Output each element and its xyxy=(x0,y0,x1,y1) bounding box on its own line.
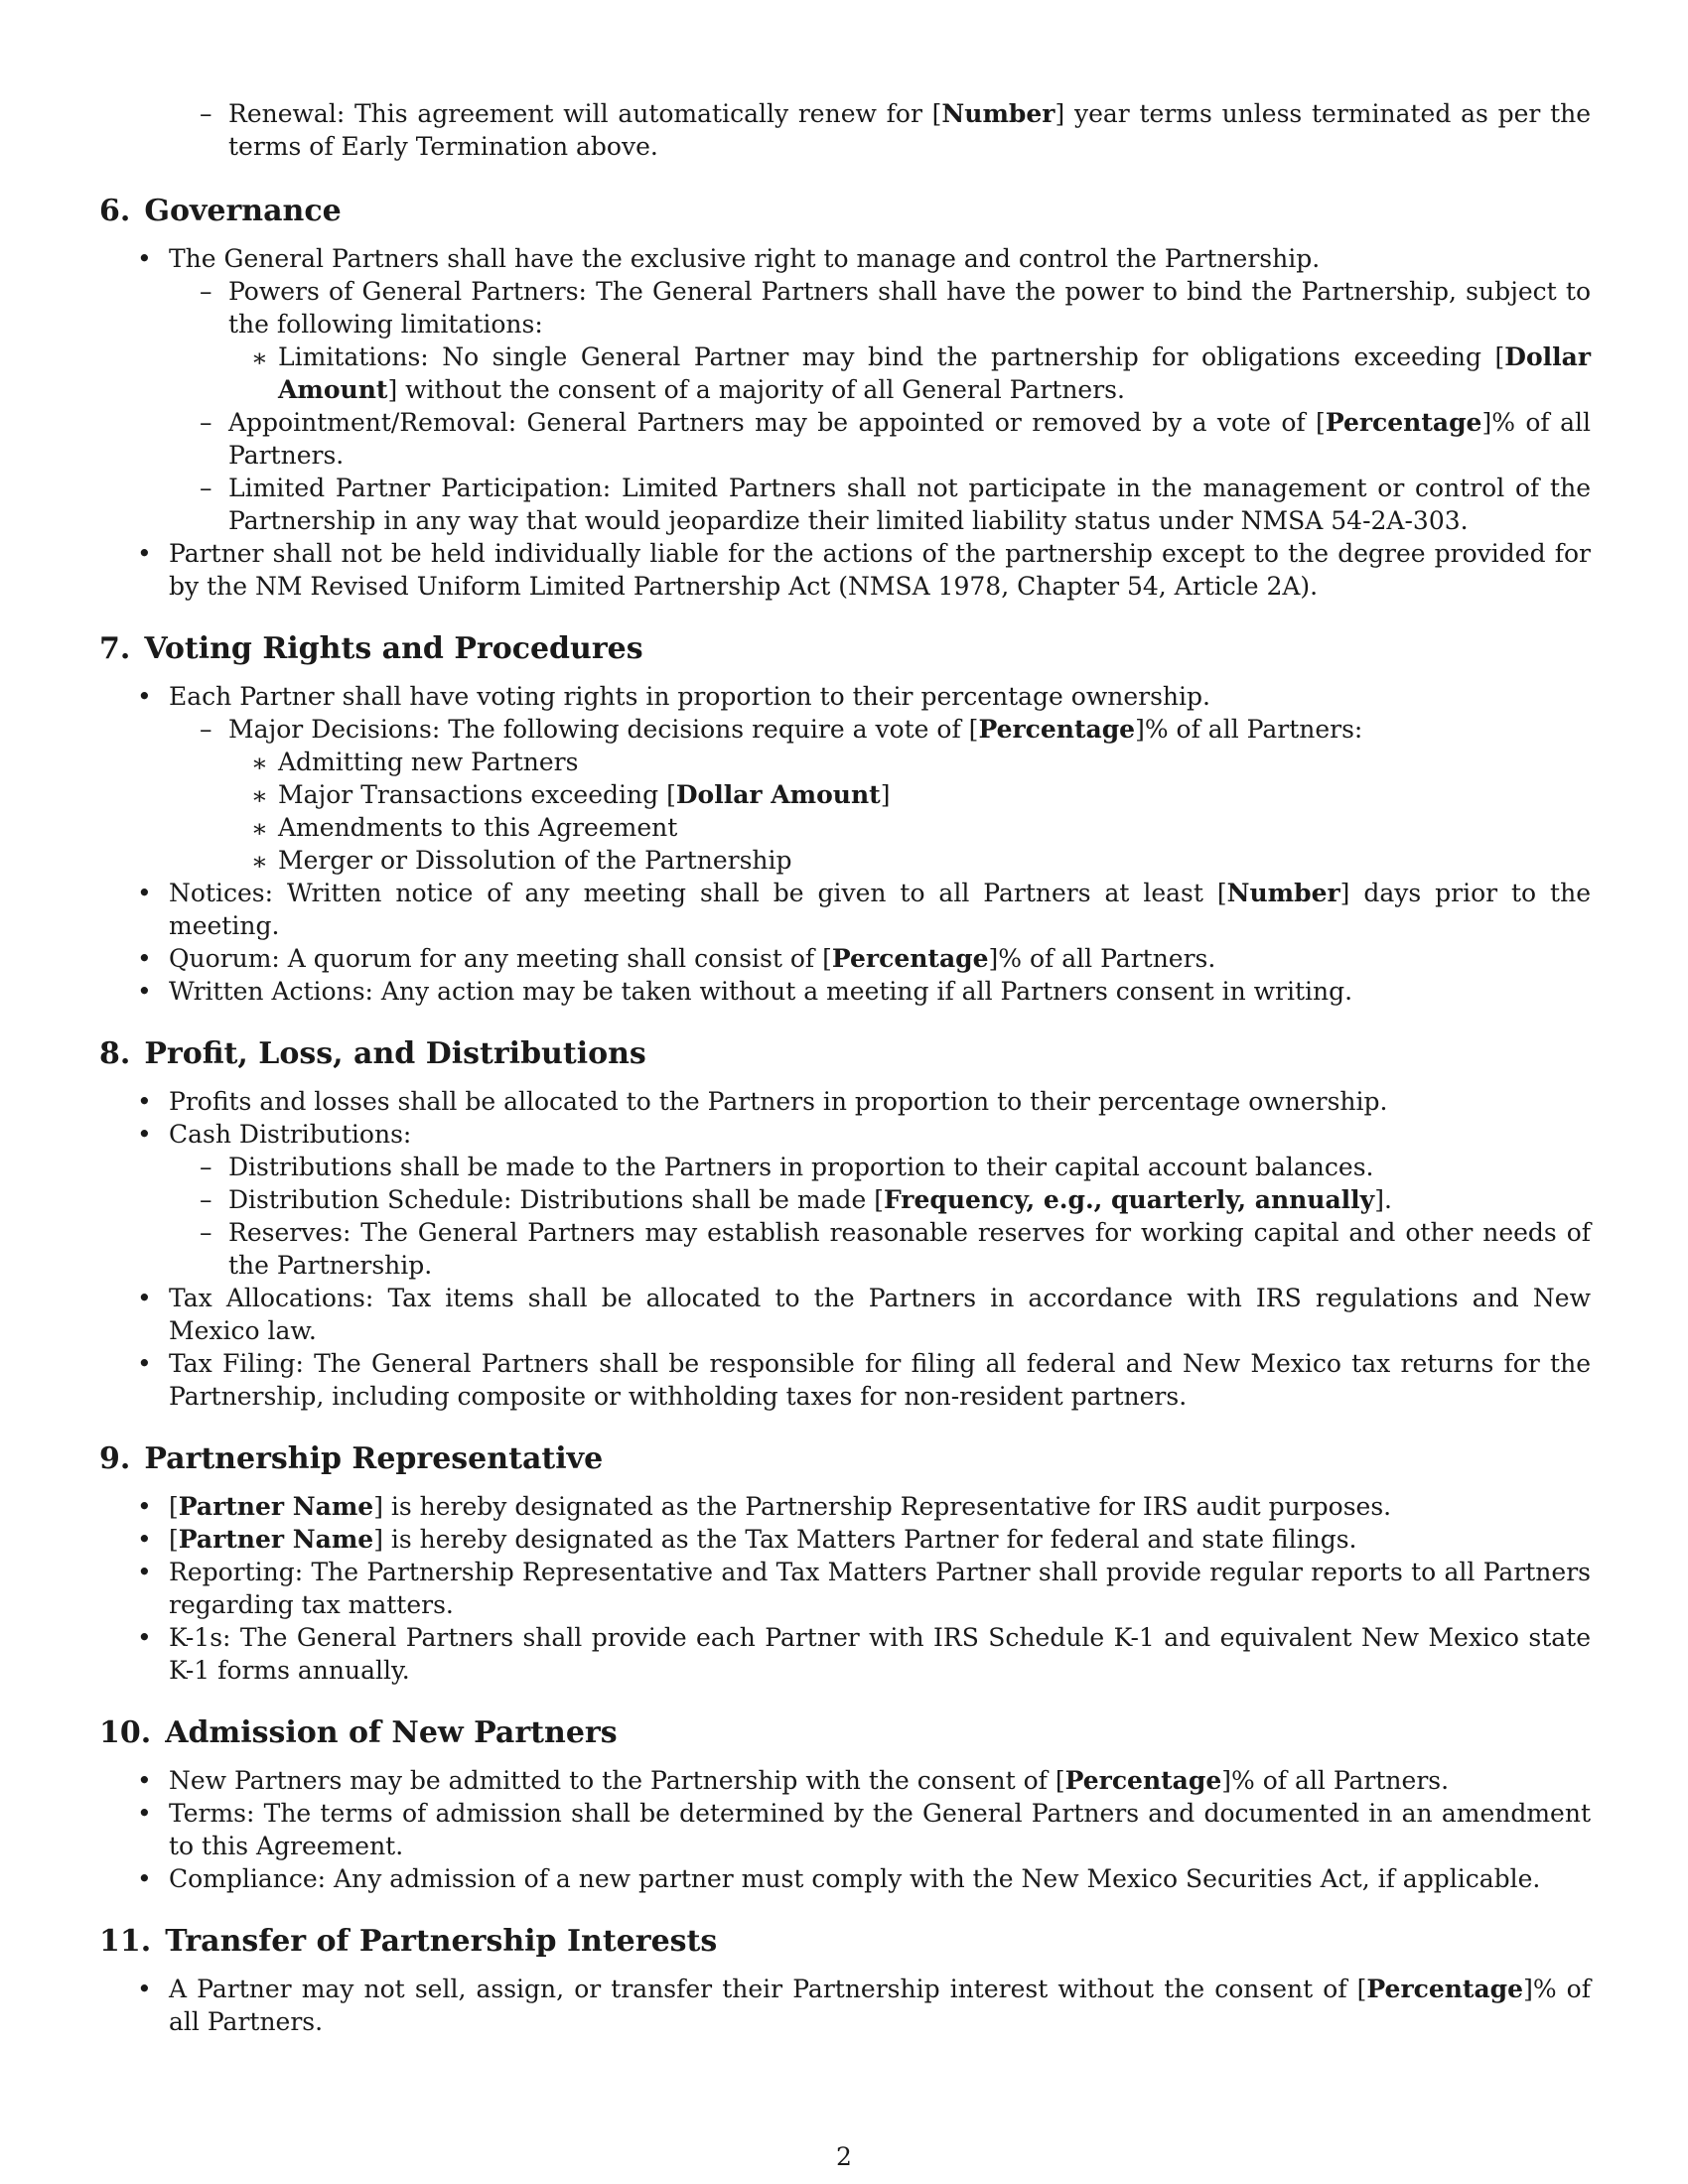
bullet-icon xyxy=(137,1523,152,1556)
list-item: • Terms: The terms of admission shall be determined by the General Partners and documented in an amendment to this Agreement. xyxy=(99,1797,1591,1862)
list-item: • Cash Distributions: xyxy=(99,1118,1591,1151)
section-list xyxy=(99,242,1591,603)
bullet-icon xyxy=(137,1621,152,1654)
bullet-icon xyxy=(137,680,152,713)
asterisk-bullet-icon xyxy=(251,779,268,812)
section-transfer xyxy=(99,1923,1591,2038)
list-item: • Tax Allocations: Tax items shall be allocated to the Partners in accordance with IRS regulations and New Mexico law. xyxy=(99,1282,1591,1347)
bullet-icon xyxy=(137,1118,152,1151)
bullet-icon xyxy=(137,877,152,909)
list-item: – Distributions shall be made to the Partners in proportion to their capital account balances. xyxy=(99,1151,1591,1183)
bullet-icon xyxy=(137,975,152,1008)
asterisk-bullet-icon xyxy=(251,747,268,779)
list-item: • Compliance: Any admission of a new partner must comply with the New Mexico Securities Act, if applicable. xyxy=(99,1862,1591,1895)
section-heading: 10. Admission of New Partners xyxy=(99,1715,618,1750)
list-item: – Reserves: The General Partners may establish reasonable reserves for working capital and other needs of the Partnership. xyxy=(99,1216,1591,1282)
list-item: – Major Decisions: The following decisions require a vote of [Percentage]% of all Partners: xyxy=(99,713,1591,746)
list-item: • [Partner Name] is hereby designated as the Tax Matters Partner for federal and state filings. xyxy=(99,1523,1591,1556)
section-governance xyxy=(99,193,1591,603)
list-item: • Profits and losses shall be allocated to the Partners in proportion to their percentage ownership. xyxy=(99,1085,1591,1118)
continued-list xyxy=(99,97,1591,163)
dash-bullet-icon xyxy=(200,406,212,439)
document-body xyxy=(99,97,1591,2038)
asterisk-bullet-icon xyxy=(251,812,268,845)
bullet-icon xyxy=(137,1347,152,1380)
bullet-icon xyxy=(137,537,152,570)
list-item: – Powers of General Partners: The General Partners shall have the power to bind the Partnership, subject to the following limitations: xyxy=(99,275,1591,341)
bullet-icon xyxy=(137,1490,152,1523)
list-item: • Each Partner shall have voting rights in proportion to their percentage ownership. xyxy=(99,680,1591,713)
list-item: • Reporting: The Partnership Representative and Tax Matters Partner shall provide regular reports to all Partners regarding tax matters. xyxy=(99,1556,1591,1621)
section-admission xyxy=(99,1714,1591,1895)
asterisk-bullet-icon xyxy=(251,845,268,878)
list-item: ∗ Limitations: No single General Partner may bind the partnership for obligations exceeding [Dollar Amount] without the consent of a majority of all General Partners. xyxy=(99,341,1591,406)
list-item: ∗ Amendments to this Agreement xyxy=(99,811,1591,844)
bullet-icon xyxy=(137,1797,152,1830)
list-item: • Notices: Written notice of any meeting shall be given to all Partners at least [Number] days prior to the meeting. xyxy=(99,877,1591,942)
list-item: • Partner shall not be held individually liable for the actions of the partnership except to the degree provided for by the NM Revised Uniform Limited Partnership Act (NMSA 1978, Chapter 54, Article 2A). xyxy=(99,537,1591,603)
dash-bullet-icon xyxy=(200,1216,212,1249)
list-item: • A Partner may not sell, assign, or transfer their Partnership interest without the consent of [Percentage]% of all Partners. xyxy=(99,1973,1591,2038)
list-item: • New Partners may be admitted to the Partnership with the consent of [Percentage]% of all Partners. xyxy=(99,1764,1591,1797)
list-item: – Appointment/Removal: General Partners may be appointed or removed by a vote of [Percentage]% of all Partners. xyxy=(99,406,1591,472)
bullet-icon xyxy=(137,942,152,975)
list-item: • Tax Filing: The General Partners shall be responsible for filing all federal and New Mexico tax returns for the Partnership, including composite or withholding taxes for non-resident partners. xyxy=(99,1347,1591,1413)
list-item-renewal: – Renewal: This agreement will automatically renew for [Number] year terms unless terminated as per the terms of Early Termination above. xyxy=(99,97,1591,163)
dash-bullet-icon xyxy=(200,275,212,308)
section-heading: 7. Voting Rights and Procedures xyxy=(99,631,643,666)
list-item: ∗ Major Transactions exceeding [Dollar Amount] xyxy=(99,778,1591,811)
bullet-icon xyxy=(137,242,152,275)
list-item: • The General Partners shall have the exclusive right to manage and control the Partnership. xyxy=(99,242,1591,275)
bullet-icon xyxy=(137,1282,152,1314)
bullet-icon xyxy=(137,1862,152,1895)
dash-bullet-icon xyxy=(200,713,212,746)
asterisk-bullet-icon xyxy=(251,341,268,374)
section-list xyxy=(99,1085,1591,1413)
section-list xyxy=(99,1490,1591,1687)
bullet-icon xyxy=(137,1764,152,1797)
section-list xyxy=(99,680,1591,1008)
section-voting-rights xyxy=(99,630,1591,1008)
list-item: ∗ Admitting new Partners xyxy=(99,746,1591,778)
list-item: • [Partner Name] is hereby designated as the Partnership Representative for IRS audit purposes. xyxy=(99,1490,1591,1523)
list-item: – Distribution Schedule: Distributions shall be made [Frequency, e.g., quarterly, annually]. xyxy=(99,1183,1591,1216)
list-item: • Quorum: A quorum for any meeting shall consist of [Percentage]% of all Partners. xyxy=(99,942,1591,975)
list-item: • Written Actions: Any action may be taken without a meeting if all Partners consent in writing. xyxy=(99,975,1591,1008)
section-list xyxy=(99,1764,1591,1895)
page-number: 2 xyxy=(836,2142,852,2171)
bullet-icon xyxy=(137,1556,152,1588)
dash-bullet-icon xyxy=(200,1151,212,1183)
bullet-icon xyxy=(137,1973,152,2005)
section-partnership-representative xyxy=(99,1440,1591,1687)
dash-bullet-icon xyxy=(200,472,212,504)
bullet-icon xyxy=(137,1085,152,1118)
list-item: – Limited Partner Participation: Limited Partners shall not participate in the management or control of the Partnership in any way that would jeopardize their limited liability status under NMSA 54-2A-303. xyxy=(99,472,1591,537)
dash-bullet-icon xyxy=(200,97,212,130)
section-heading: 6. Governance xyxy=(99,194,342,228)
section-heading: 8. Profit, Loss, and Distributions xyxy=(99,1036,646,1071)
list-item: • K-1s: The General Partners shall provide each Partner with IRS Schedule K-1 and equivalent New Mexico state K-1 forms annually. xyxy=(99,1621,1591,1687)
section-profit-loss xyxy=(99,1035,1591,1413)
section-heading: 9. Partnership Representative xyxy=(99,1441,604,1476)
section-list xyxy=(99,1973,1591,2038)
section-heading: 11. Transfer of Partnership Interests xyxy=(99,1924,718,1959)
dash-bullet-icon xyxy=(200,1183,212,1216)
list-item: ∗ Merger or Dissolution of the Partnership xyxy=(99,844,1591,877)
